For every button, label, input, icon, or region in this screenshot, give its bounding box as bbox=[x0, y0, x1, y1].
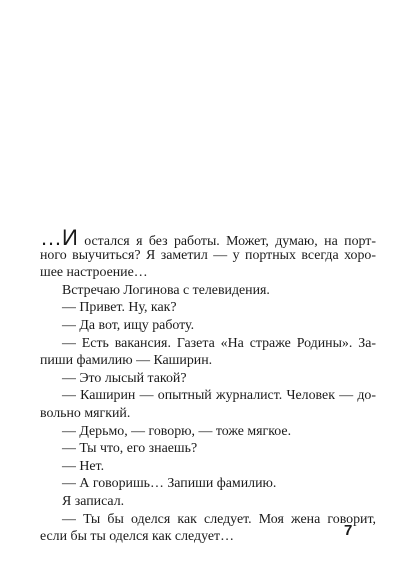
text-line-11: вольно мягкий. bbox=[40, 405, 131, 421]
text-line-13: — Ты что, его знаешь? bbox=[62, 441, 198, 457]
text-line-5: — Привет. Ну, как? bbox=[62, 300, 177, 316]
text-line-7: — Есть вакансия. Газета «На страже Родины». За- bbox=[62, 335, 376, 351]
drop-cap: …И bbox=[40, 225, 78, 250]
text-line-9: — Это лысый такой? bbox=[62, 370, 187, 386]
text-line-16: Я записал. bbox=[62, 493, 125, 509]
text-line-10: — Каширин — опытный журналист. Человек — до- bbox=[62, 388, 376, 404]
text-line-4: Встречаю Логинова с телевидения. bbox=[62, 282, 270, 298]
text-line-2: ного выучиться? Я заметил — у портных всегда хоро- bbox=[40, 247, 376, 263]
page-number: 7 bbox=[344, 522, 353, 539]
text-line-17: — Ты бы оделся как следует. Моя жена говорит, bbox=[62, 511, 376, 527]
text-line-3: шее настроение… bbox=[40, 265, 148, 281]
text-line-1 bbox=[40, 225, 376, 250]
text-line-14: — Нет. bbox=[62, 458, 105, 474]
text-line-1-rest: остался я без работы. Может, думаю, на порт- bbox=[77, 234, 376, 249]
text-line-12: — Дерьмо, — говорю, — тоже мягкое. bbox=[62, 423, 292, 439]
text-line-15: — А говоришь… Запиши фамилию. bbox=[62, 476, 277, 492]
text-line-6: — Да вот, ищу работу. bbox=[62, 317, 195, 333]
text-line-18: если бы ты оделся как следует… bbox=[40, 529, 234, 545]
text-line-8: пиши фамилию — Каширин. bbox=[40, 353, 213, 369]
body-text bbox=[40, 225, 376, 546]
